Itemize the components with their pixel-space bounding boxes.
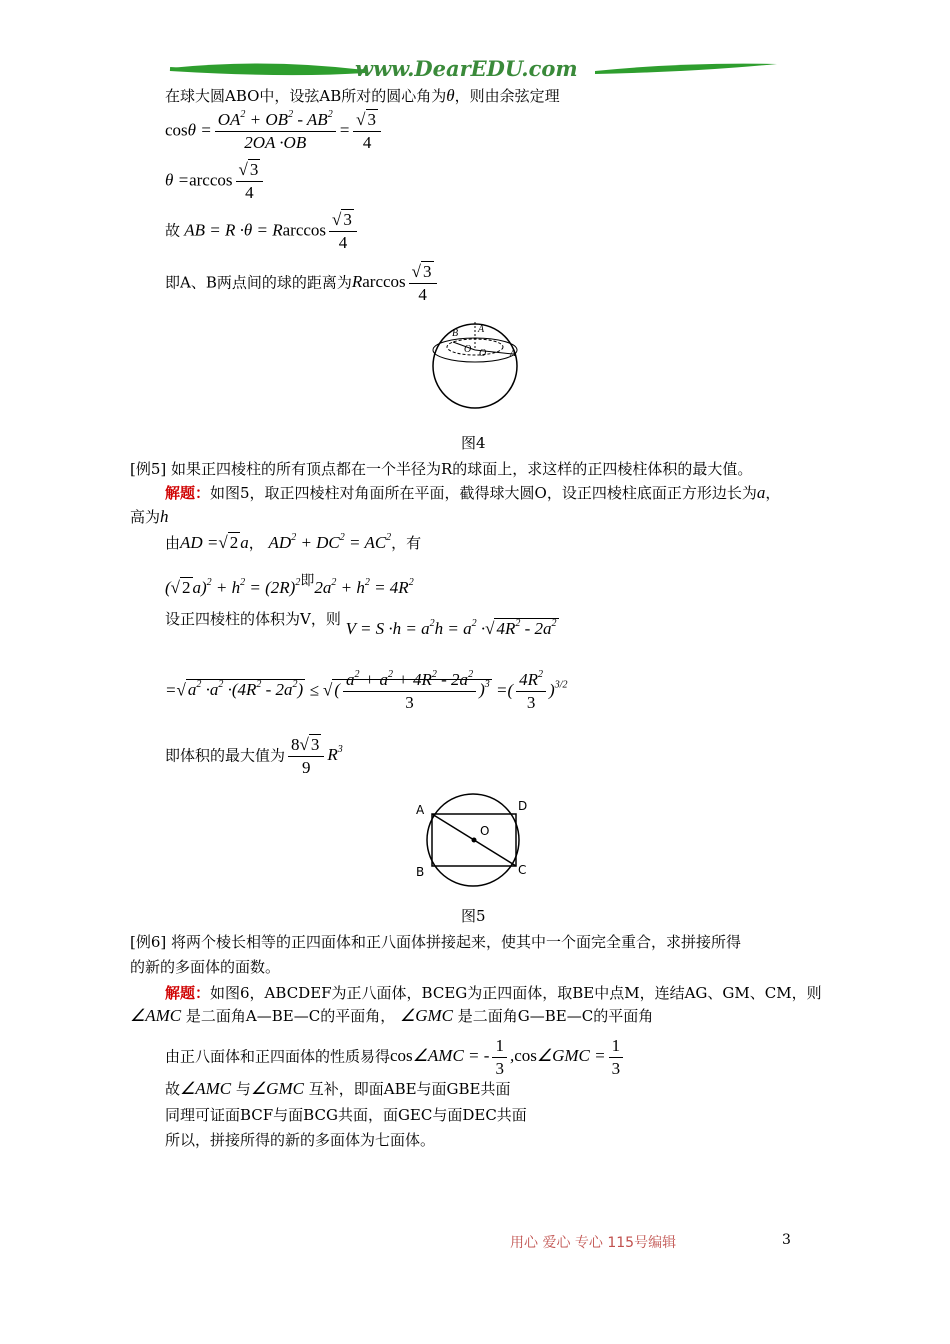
text-line-distance: 即A、B两点间的球的距离为Rarccos $\frac{√ 3}{4}$ [165,262,440,305]
figure-5-caption: 图5 [461,907,486,925]
fig4-label-a1: A [478,324,485,335]
figure-4-sphere [425,310,525,420]
fig5-label-b: B [416,865,425,879]
fig5-label-a: A [416,803,425,817]
fig4-label-b: B [452,328,459,339]
example-6-cos: 由正八面体和正四面体的性质易得cos∠AMC = - $\frac{1}{3}$ ,cos∠GMC = $\frac{1}{3}$ [165,1036,626,1079]
figure-5-circle-rectangle [410,790,545,895]
example-5-solution: 解题：如图5，取正四棱柱对角面所在平面，截得球大圆O，设正四棱柱底面正方形边长为a， [165,483,781,502]
example-5-height: 高为h [130,507,169,526]
formula-inequality: =√ $a^2 \cdot a^2 \cdot(4R^2 - 2a^2)$ ≤ √ ( $\frac{a^2 + a^2 + 4R^2 - 2a^2}{3}$ )$^3$ =( $\frac{4R^2}{3}$ )$^{3/2}$ [165,669,568,712]
formula-cos-theta: cosθ = $\frac{OA^2 + OB^2 - AB^2}{2OA \cdot OB}$ = $\frac{√ 3}{4}$ [165,110,384,153]
formula-volume: 设正四棱柱的体积为V，则 $V = S \cdot h = a^2h = a^2$ ·√ $4R^2 - 2a^2$ [165,610,557,638]
solution-label: 解题： [165,484,211,502]
page-number: 3 [782,1232,791,1248]
formula-theta: θ =arccos $\frac{√ 3}{4}$ [165,160,266,203]
example-6-similarly: 同理可证面BCF与面BCG共面，面GEC与面DEC共面 [165,1106,527,1124]
header-banner [165,52,780,86]
formula-max-volume: 即体积的最大值为 $\frac{8√ 3}{9}$ $R^3$ [165,735,343,777]
figure-4-caption: 图4 [461,434,486,452]
footer-text: 用心 爱心 专心 115号编辑 [510,1235,677,1251]
example-5-title: [例5] 如果正四棱柱的所有顶点都在一个半径为R的球面上，求这样的正四棱柱体积的最大值。 [130,460,753,478]
fig5-label-c: C [518,863,527,877]
formula-arc-ab: 故 AB = R ·θ = Rarccos $\frac{√ 3}{4}$ [165,210,360,253]
text-line-1: 在球大圆ABO中，设弦AB所对的圆心角为θ，则由余弦定理 [165,86,560,105]
example-6-solution: 解题：如图6，ABCDEF为正八面体，BCEG为正四面体，取BE中点M，连结AG、GM、CM，则 [165,984,822,1002]
example-6-title-1: [例6] 将两个棱长相等的正四面体和正八面体拼接起来，使其中一个面完全重合，求拼接所得 [130,933,742,951]
fig4-label-o: O [479,348,487,359]
formula-square: (√ 2 $a)^2 + h^2 = (2R)^{2即}2a^2 + h^2 = 4R^2$ [165,573,414,597]
example-6-angles: ∠AMC 是二面角A—BE—C的平面角， ∠GMC 是二面角G—BE—C的平面角 [130,1006,654,1025]
fig5-label-d: D [518,799,528,813]
fig4-label-a: A [510,348,516,358]
fig5-label-o: O [480,824,490,838]
site-logo: www.DearEDU.com [355,56,578,81]
formula-ad: 由AD =√ 2 a， $AD^2 + DC^2 = AC^2$，有 [165,532,422,552]
example-6-supplementary: 故∠AMC 与∠GMC 互补，即面ABE与面GBE共面 [165,1079,511,1098]
example-6-conclusion: 所以，拼接所得的新的多面体为七面体。 [165,1131,436,1149]
example-6-title-2: 的新的多面体的面数。 [130,958,281,976]
fig4-label-o1: O [464,344,472,355]
